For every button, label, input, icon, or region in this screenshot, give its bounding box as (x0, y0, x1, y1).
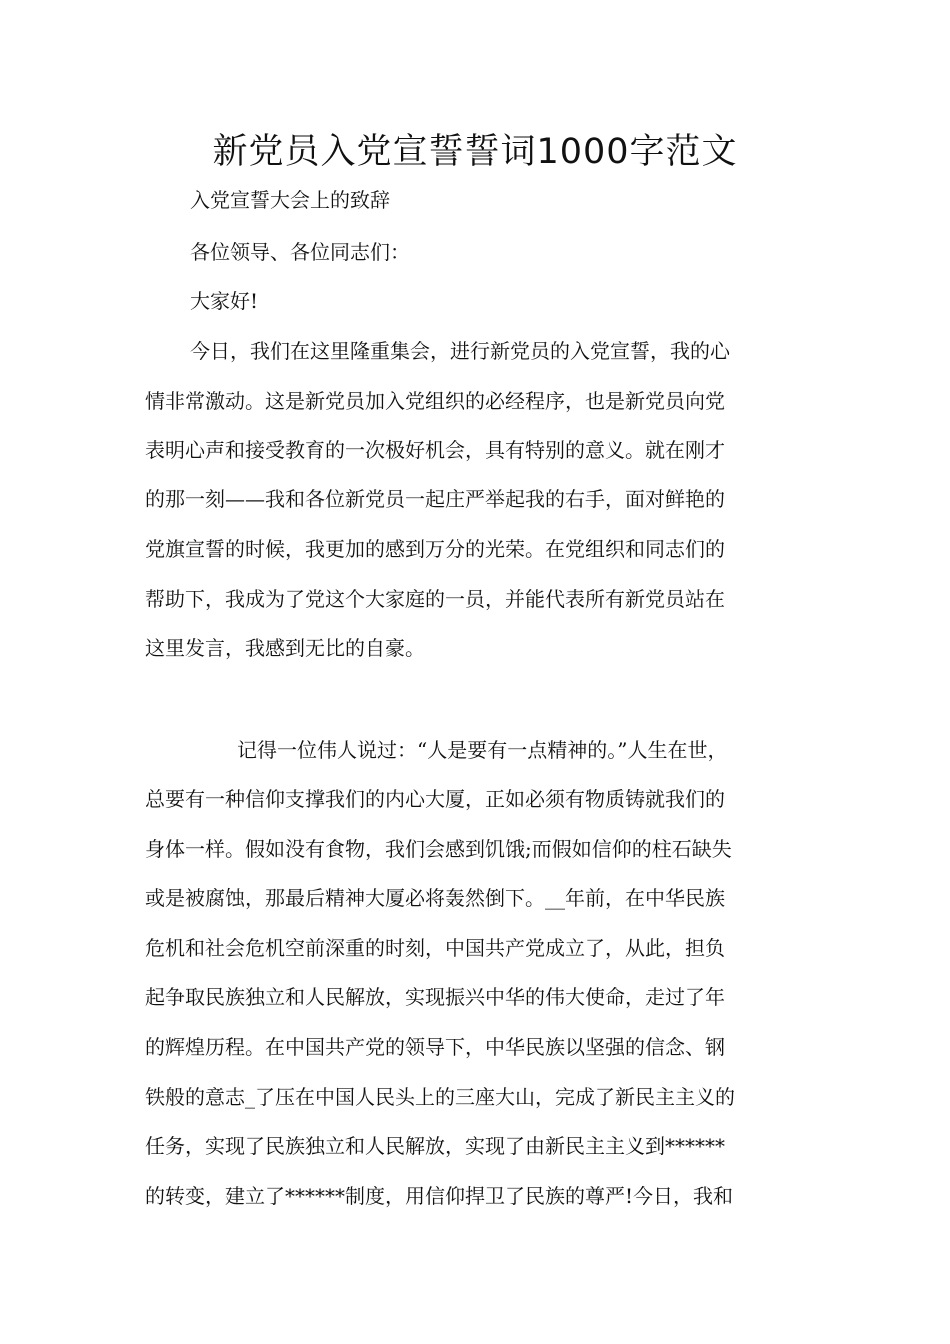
paragraph-line: 情非常激动。这是新党员加入党组织的必经程序，也是新党员向党 (145, 389, 725, 413)
paragraph-line: 起争取民族独立和人民解放，实现振兴中华的伟大使命，走过了年 (145, 985, 725, 1009)
paragraph-line: 危机和社会危机空前深重的时刻，中国共产党成立了，从此，担负 (145, 936, 725, 960)
paragraph-line: 的辉煌历程。在中国共产党的领导下，中华民族以坚强的信念、钢 (145, 1035, 725, 1059)
paragraph-line: 这里发言，我感到无比的自豪。 (145, 636, 425, 660)
subtitle-line: 入党宣誓大会上的致辞 (190, 188, 390, 212)
paragraph-line: 帮助下，我成为了党这个大家庭的一员，并能代表所有新党员站在 (145, 587, 725, 611)
paragraph-line: 表明心声和接受教育的一次极好机会，具有特别的意义。就在刚才 (145, 438, 725, 462)
paragraph-line: 记得一位伟人说过：“人是要有一点精神的。”人生在世， (237, 738, 728, 762)
greeting-line: 大家好! (190, 289, 259, 313)
salutation-line: 各位领导、各位同志们： (190, 240, 410, 264)
paragraph-line: 任务，实现了民族独立和人民解放，实现了由新民主主义到****** (145, 1134, 725, 1158)
paragraph-line: 今日，我们在这里隆重集会，进行新党员的入党宣誓，我的心 (190, 339, 730, 363)
document-title: 新党员入党宣誓誓词1000字范文 (212, 132, 738, 172)
paragraph-line: 总要有一种信仰支撑我们的内心大厦，正如必须有物质铸就我们的 (145, 787, 725, 811)
paragraph-line: 党旗宣誓的时候，我更加的感到万分的光荣。在党组织和同志们的 (145, 537, 725, 561)
paragraph-line: 或是被腐蚀，那最后精神大厦必将轰然倒下。__年前，在中华民族 (145, 886, 725, 910)
paragraph-line: 的转变，建立了******制度，用信仰捍卫了民族的尊严!今日，我和 (145, 1184, 734, 1208)
paragraph-line: 身体一样。假如没有食物，我们会感到饥饿;而假如信仰的柱石缺失 (145, 837, 732, 861)
paragraph-line: 铁般的意志_了压在中国人民头上的三座大山，完成了新民主主义的 (145, 1085, 735, 1109)
paragraph-line: 的那一刻——我和各位新党员一起庄严举起我的右手，面对鲜艳的 (145, 487, 725, 511)
